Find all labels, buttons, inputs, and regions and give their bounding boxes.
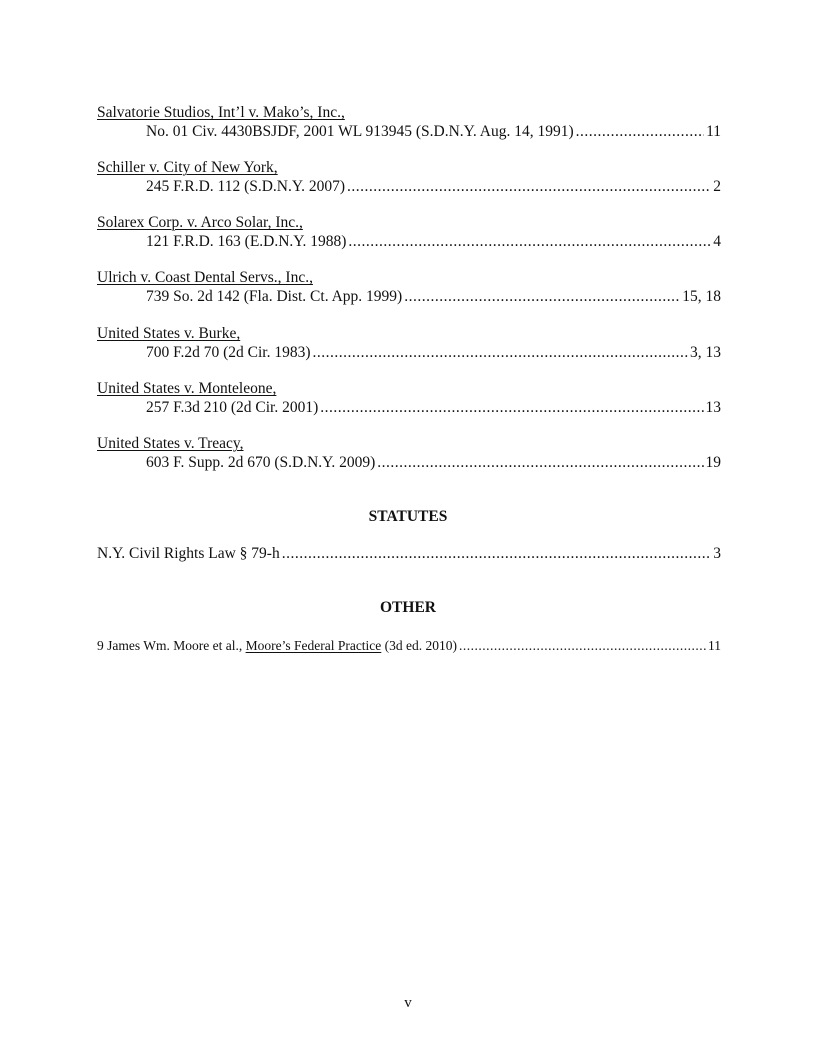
case-entry (97, 434, 721, 472)
case-citation-line (97, 232, 721, 251)
case-name: Salvatorie Studios, Int’l v. Mako’s, Inc., (97, 104, 345, 121)
statutes-heading: STATUTES (368, 508, 448, 525)
dot-leader (459, 636, 706, 655)
other-line (97, 636, 721, 655)
statute-line (97, 544, 721, 563)
case-pages: 19 (705, 454, 721, 471)
case-citation: 245 F.R.D. 112 (S.D.N.Y. 2007) (146, 178, 345, 195)
case-name: United States v. Treacy, (97, 435, 244, 452)
dot-leader (576, 122, 704, 141)
case-citation: 700 F.2d 70 (2d Cir. 1983) (146, 344, 311, 361)
other-text (97, 636, 457, 655)
case-pages: 2 (713, 178, 721, 195)
case-citation: 257 F.3d 210 (2d Cir. 2001) (146, 399, 319, 416)
case-citation: No. 01 Civ. 4430BSJDF, 2001 WL 913945 (S.D.N.Y. Aug. 14, 1991) (146, 123, 574, 140)
dot-leader (348, 232, 711, 251)
case-name: Ulrich v. Coast Dental Servs., Inc., (97, 269, 313, 286)
book-title: Moore’s Federal Practice (245, 638, 382, 653)
case-citation-line (97, 453, 721, 472)
other-heading: OTHER (380, 599, 436, 616)
dot-leader (313, 343, 688, 362)
other-prefix: 9 James Wm. Moore et al., (97, 638, 246, 653)
dot-leader (347, 177, 711, 196)
case-name: United States v. Monteleone, (97, 380, 277, 397)
statute-pages: 3 (713, 545, 721, 562)
statute-text: N.Y. Civil Rights Law § 79-h (97, 545, 280, 562)
other-pages: 11 (708, 638, 721, 653)
case-citation: 121 F.R.D. 163 (E.D.N.Y. 1988) (146, 233, 347, 250)
dot-leader (282, 544, 712, 563)
case-citation-line (97, 398, 721, 417)
case-entry (97, 103, 721, 141)
statute-entry (97, 544, 721, 563)
case-name: Solarex Corp. v. Arco Solar, Inc., (97, 214, 303, 231)
other-suffix: (3d ed. 2010) (381, 638, 458, 653)
case-entry (97, 213, 721, 251)
case-pages: 15, 18 (682, 288, 721, 305)
case-citation: 739 So. 2d 142 (Fla. Dist. Ct. App. 1999) (146, 288, 403, 305)
case-citation-line (97, 287, 721, 306)
case-citation-line (97, 122, 721, 141)
case-entry (97, 158, 721, 196)
dot-leader (320, 398, 703, 417)
case-citation-line (97, 177, 721, 196)
case-entry (97, 324, 721, 362)
case-pages: 13 (705, 399, 721, 416)
case-pages: 11 (706, 123, 721, 140)
case-entry (97, 268, 721, 306)
case-entry (97, 379, 721, 417)
case-pages: 3, 13 (690, 344, 721, 361)
case-pages: 4 (713, 233, 721, 250)
case-citation-line (97, 343, 721, 362)
page-number: v (404, 995, 412, 1011)
case-name: United States v. Burke, (97, 325, 241, 342)
dot-leader (377, 453, 703, 472)
case-citation: 603 F. Supp. 2d 670 (S.D.N.Y. 2009) (146, 454, 376, 471)
case-name: Schiller v. City of New York, (97, 159, 278, 176)
other-entry (97, 636, 721, 655)
dot-leader (404, 287, 680, 306)
